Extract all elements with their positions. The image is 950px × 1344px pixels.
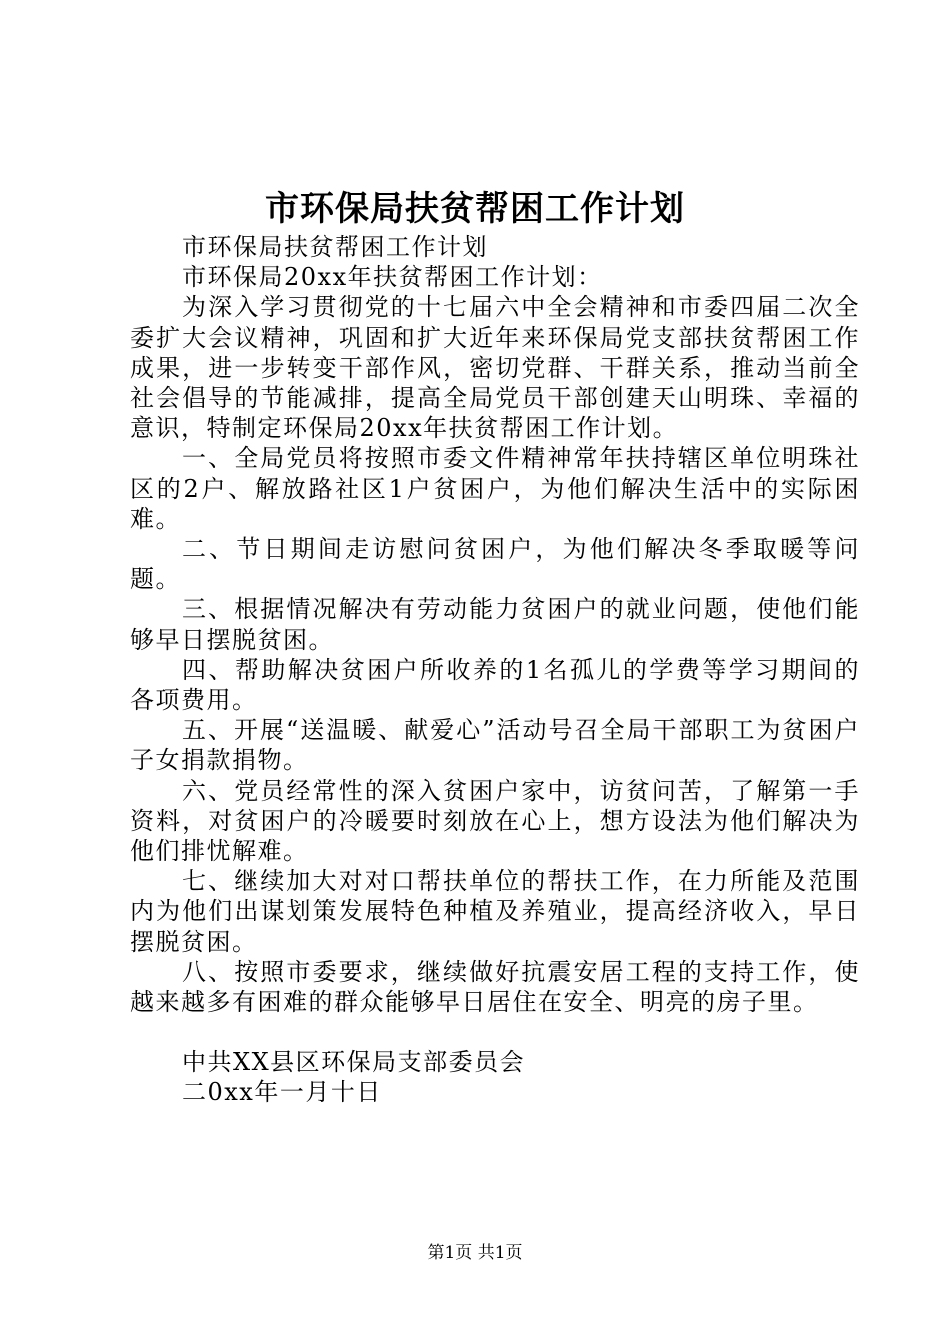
plan-item-1: 一、全局党员将按照市委文件精神常年扶持辖区单位明珠社区的2户、解放路社区1户贫困户，为他们解决生活中的实际困难。	[130, 444, 860, 533]
blank-line	[130, 1017, 860, 1047]
document-title: 市环保局扶贫帮困工作计划	[265, 189, 685, 229]
plan-item-4: 四、帮助解决贫困户所收养的1名孤儿的学费等学习期间的各项费用。	[130, 655, 860, 715]
plan-item-7: 七、继续加大对对口帮扶单位的帮扶工作，在力所能及范围内为他们出谋划策发展特色种植及养殖业，提高经济收入，早日摆脱贫困。	[130, 867, 860, 956]
plan-heading: 市环保局20xx年扶贫帮困工作计划：	[182, 263, 603, 292]
document-body	[130, 232, 860, 1108]
intro-paragraph: 为深入学习贯彻党的十七届六中全会精神和市委四届二次全委扩大会议精神，巩固和扩大近年来环保局党支部扶贫帮困工作成果，进一步转变干部作风，密切党群、干群关系，推动当前全社会倡导的节能减排，提高全局党员干部创建天山明珠、幸福的意识，特制定环保局20xx年扶贫帮困工作计划。	[130, 293, 860, 443]
page-footer: 第1页 共1页	[427, 1243, 523, 1263]
signature: 中共XX县区环保局支部委员会	[182, 1048, 526, 1077]
plan-item-8: 八、按照市委要求，继续做好抗震安居工程的支持工作，使越来越多有困难的群众能够早日居住在安全、明亮的房子里。	[130, 957, 860, 1017]
plan-item-5: 五、开展“送温暖、献爱心”活动号召全局干部职工为贫困户子女捐款捐物。	[130, 716, 860, 775]
date: 二0xx年一月十日	[182, 1078, 382, 1107]
subtitle: 市环保局扶贫帮困工作计划	[182, 233, 488, 261]
plan-item-3: 三、根据情况解决有劳动能力贫困户的就业问题，使他们能够早日摆脱贫困。	[130, 595, 860, 654]
plan-item-6: 六、党员经常性的深入贫困户家中，访贫问苦，了解第一手资料，对贫困户的冷暖要时刻放在心上，想方设法为他们解决为他们排忧解难。	[130, 776, 860, 866]
plan-item-2: 二、节日期间走访慰问贫困户，为他们解决冬季取暖等问题。	[130, 535, 860, 594]
